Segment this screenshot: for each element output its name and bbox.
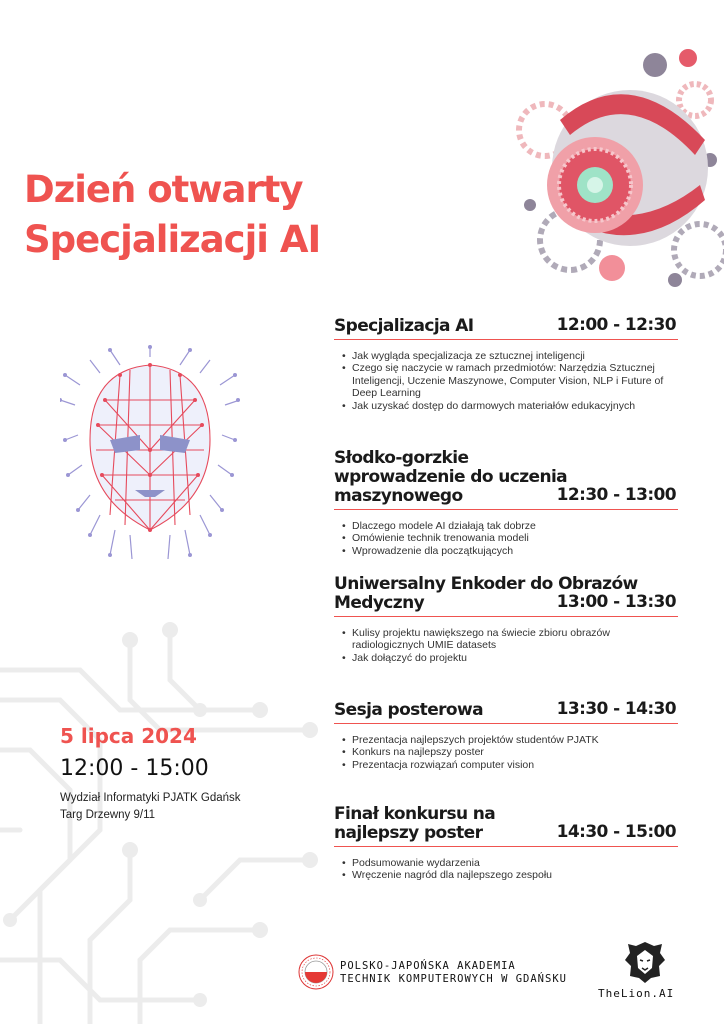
- session-time: 14:30 - 15:00: [556, 822, 676, 842]
- pjatk-logo-icon: [298, 954, 334, 990]
- bullet-item: • Jak dołączyć do projektu: [342, 652, 678, 664]
- bullet-item: • Wręczenie nagród dla najlepszego zespołu: [342, 869, 678, 881]
- session-time: 12:30 - 13:00: [556, 485, 676, 505]
- session-bullets: [334, 857, 678, 882]
- event-address: [60, 790, 241, 824]
- ai-face-wireframe-illustration: [60, 345, 240, 560]
- session-bullets: [334, 520, 678, 557]
- bullet-item: • Omówienie technik trenowania modeli: [342, 532, 678, 544]
- session-1: [334, 317, 678, 412]
- robot-eye-illustration: [500, 40, 724, 300]
- session-header: [334, 317, 678, 340]
- bullet-item: • Dlaczego modele AI działają tak dobrze: [342, 520, 678, 532]
- session-title: Uniwersalny Enkoder do Obrazów Medyczny: [334, 574, 638, 613]
- page-title: [24, 165, 320, 265]
- session-bullets: [334, 734, 678, 771]
- university-name-line-2: TECHNIK KOMPUTEROWYCH W GDAŃSKU: [340, 973, 567, 985]
- session-time: 13:30 - 14:30: [556, 699, 676, 719]
- session-time: 13:00 - 13:30: [556, 592, 676, 612]
- session-time: 12:00 - 12:30: [556, 315, 676, 335]
- bullet-item: • Jak uzyskać dostęp do darmowych materiałów edukacyjnych: [342, 400, 678, 412]
- bullet-item: • Prezentacja rozwiązań computer vision: [342, 759, 678, 771]
- session-title: Sesja posterowa: [334, 700, 483, 720]
- lion-logo-icon: [624, 940, 666, 984]
- session-header: [334, 449, 678, 510]
- page-title-line-2: Specjalizacji AI: [24, 218, 321, 261]
- bullet-item: • Czego się naczycie w ramach przedmiotów: Narzędzia Sztucznej Inteligencji, Uczenie Maszynowe, Computer Vision, NLP i Future of Deep Learning: [342, 362, 678, 399]
- bullet-item: • Prezentacja najlepszych projektów studentów PJATK: [342, 734, 678, 746]
- page-title-line-1: Dzień otwarty: [24, 168, 303, 211]
- session-2: [334, 449, 678, 557]
- session-5: [334, 805, 678, 882]
- bullet-item: • Jak wygląda specjalizacja ze sztucznej inteligencji: [342, 350, 678, 362]
- session-header: [334, 575, 678, 617]
- session-4: [334, 701, 678, 771]
- bullet-item: • Konkurs na najlepszy poster: [342, 746, 678, 758]
- session-3: [334, 575, 678, 664]
- session-header: [334, 805, 678, 847]
- session-title: Specjalizacja AI: [334, 316, 474, 336]
- session-title: Słodko-gorzkie wprowadzenie do uczenia maszynowego: [334, 448, 568, 506]
- session-title: Finał konkursu na najlepszy poster: [334, 804, 496, 843]
- session-bullets: [334, 350, 678, 412]
- event-hours: 12:00 - 15:00: [60, 756, 209, 781]
- university-name: [340, 960, 567, 986]
- session-header: [334, 701, 678, 724]
- event-date: 5 lipca 2024: [60, 724, 197, 748]
- address-line-1: Wydział Informatyki PJATK Gdańsk: [60, 792, 241, 804]
- partner-name: TheLion.AI: [598, 987, 675, 1000]
- bullet-item: • Wprowadzenie dla początkujących: [342, 545, 678, 557]
- university-name-line-1: POLSKO-JAPOŃSKA AKADEMIA: [340, 960, 516, 972]
- bullet-item: • Podsumowanie wydarzenia: [342, 857, 678, 869]
- address-line-2: Targ Drzewny 9/11: [60, 809, 156, 821]
- bullet-item: • Kulisy projektu nawiększego na świecie zbioru obrazów radiologicznych UMIE datasets: [342, 627, 678, 652]
- session-bullets: [334, 627, 678, 664]
